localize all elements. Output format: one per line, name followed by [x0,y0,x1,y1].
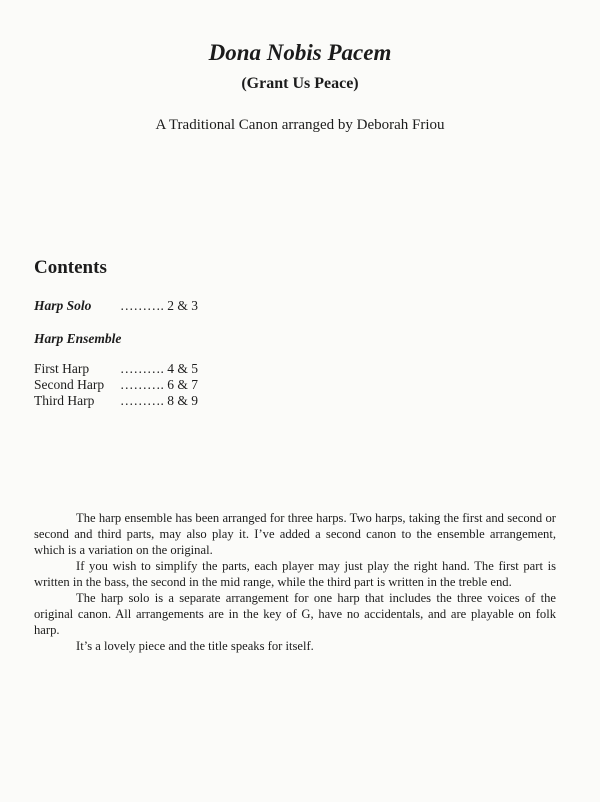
ensemble-heading: Harp Ensemble [34,331,122,346]
toc-first-harp [34,361,198,377]
paragraph: The harp solo is a separate arrangement for one harp that includes the three voices of the original canon. All arrangements are in the key of G, have no accidentals, and are playable on folk harp. [34,591,556,637]
toc-pages: ………. 8 & 9 [120,393,199,408]
toc-label: Harp Solo [34,298,92,313]
arranger-credit: A Traditional Canon arranged by Deborah Friou [155,117,445,133]
paragraph: The harp ensemble has been arranged for three harps. Two harps, taking the first and second or second and third parts, may also play it. I’ve added a second canon to the ensemble arrangement, which is a variation on the original. [34,511,556,557]
toc-pages: ………. 6 & 7 [120,377,199,392]
toc-label: Second Harp [34,377,105,392]
toc-label: Third Harp [34,393,95,408]
description-text [34,510,556,654]
contents-heading: Contents [34,257,107,278]
toc-pages: ………. 2 & 3 [120,298,199,313]
paragraph: If you wish to simplify the parts, each player may just play the right hand. The first part is written in the bass, the second in the mid range, while the third part is written in the treble end. [34,559,556,589]
page-subtitle: (Grant Us Peace) [241,75,359,92]
toc-pages: ………. 4 & 5 [120,361,199,376]
page-title: Dona Nobis Pacem [208,40,392,65]
toc-second-harp [34,377,198,393]
paragraph: It’s a lovely piece and the title speaks for itself. [76,639,314,653]
toc-label: First Harp [34,361,90,376]
toc-third-harp [34,393,198,409]
toc-harp-solo [34,298,198,314]
